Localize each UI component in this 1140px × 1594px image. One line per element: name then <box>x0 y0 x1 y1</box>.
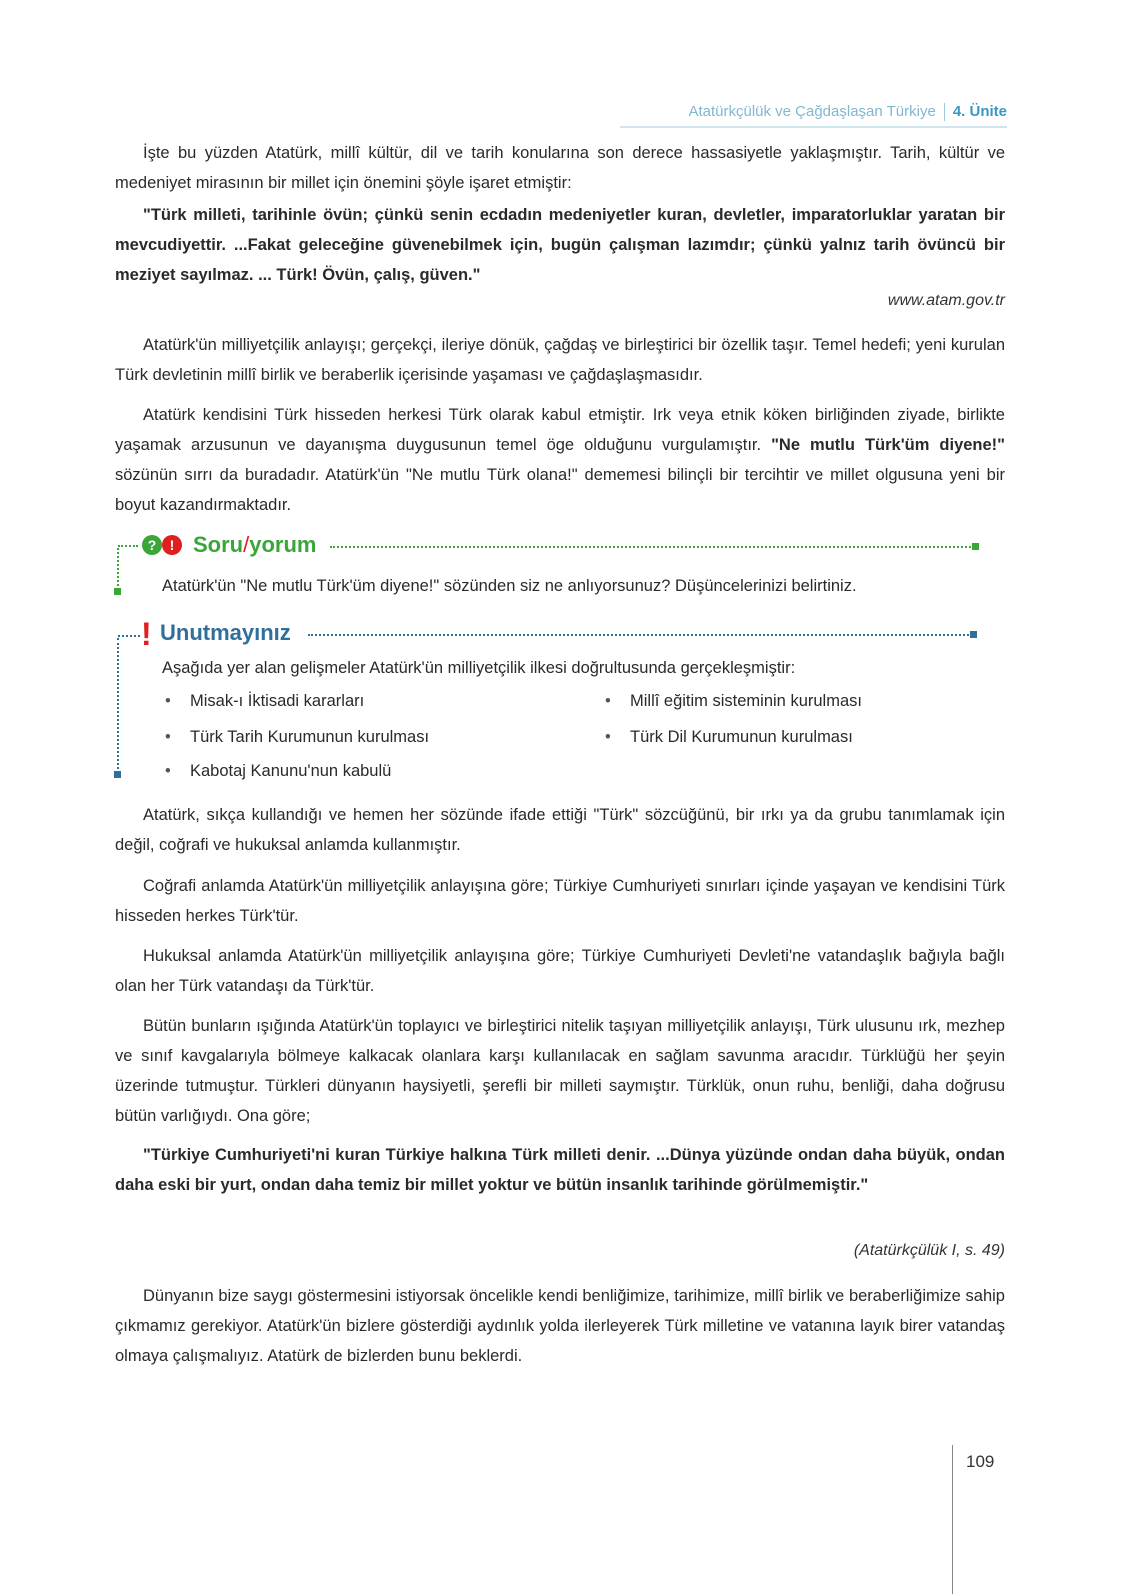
list-item: • Türk Tarih Kurumunun kurulması <box>190 728 429 747</box>
list-item: • Kabotaj Kanunu'nun kabulü <box>190 762 391 781</box>
divider <box>308 634 973 636</box>
paragraph: Atatürk, sıkça kullandığı ve hemen her sözünde ifade ettiği "Türk" sözcüğünü, bir ırkı ya da grubu tanımlamak için değil, coğrafi ve hukuksal anlamda kullanmıştır. <box>115 806 1005 854</box>
list-item: • Türk Dil Kurumunun kurulması <box>630 728 853 747</box>
divider <box>114 771 121 778</box>
divider <box>118 545 138 547</box>
running-header <box>688 103 1007 121</box>
page-number: 109 <box>966 1452 995 1471</box>
divider <box>117 638 119 773</box>
header-rule <box>620 126 1007 128</box>
divider <box>330 546 975 548</box>
unit-label: 4. Ünite <box>952 103 1007 120</box>
divider <box>972 543 979 550</box>
svg-text:?: ? <box>147 537 157 553</box>
list-item: • Millî eğitim sisteminin kurulması <box>630 692 862 711</box>
paragraph: Atatürk'ün milliyetçilik anlayışı; gerçekçi, ileriye dönük, çağdaş ve birleştirici bir özellik taşır. Temel hedefi; yeni kurulan Türk devletinin millî birlik ve beraberlik içerisinde yaşaması ve çağdaşlaşmasıdır. <box>115 336 1005 384</box>
quote: "Türk milleti, tarihinle övün; çünkü senin ecdadın medeniyetler kuran, devletler, imparatorluklar yaratan bir mevcudiyettir. ...Fakat geleceğine güvenebilmek için, bugün çalışman lazımdır; çünkü yalnız tarih övüncü bir meziyet sayılmaz. ... Türk! Övün, çalış, güven." <box>115 206 1005 284</box>
divider <box>114 588 121 595</box>
paragraph: Bütün bunların ışığında Atatürk'ün toplayıcı ve birleştirici nitelik taşıyan milliyetçilik anlayışı, Türk ulusunu ırk, mezhep ve sınıf kavgalarıyla bölmeye kalkacak olanlara karşı kullanılacak en sağlam savunma aracıdır. Türklüğü her şeyin üzerinde tutmuştur. Türkleri dünyanın haysiyetli, şerefli bir milleti saymıştır. Türklük, onun ruhu, benliği, daha doğrusu bütün varlığıydı. Ona göre; <box>115 1017 1005 1125</box>
paragraph: Coğrafi anlamda Atatürk'ün milliyetçilik anlayışına göre; Türkiye Cumhuriyeti sınırları içinde yaşayan ve kendisini Türk hisseden herkes Türk'tür. <box>115 877 1005 925</box>
paragraph: Hukuksal anlamda Atatürk'ün milliyetçilik anlayışına göre; Türkiye Cumhuriyeti Devleti'ne vatandaşlık bağıyla bağlı olan her Türk vatandaşı da Türk'tür. <box>115 947 1005 995</box>
unutmayiniz-title: Unutmayınız <box>160 620 291 645</box>
paragraph: Atatürk kendisini Türk hisseden herkesi Türk olarak kabul etmiştir. Irk veya etnik köken birliğinden ziyade, birlikte yaşamak arzusunun ve dayanışma duygusunun temel öge olduğunu vurgulamıştır. "Ne mutlu Türk'üm diyene!" sözünün sırrı da buradadır. Atatürk'ün "Ne mutlu Türk olana!" dememesi bilinçli bir tercihtir ve millet olgusuna yeni bir boyut kazandırmaktadır. <box>115 406 1006 514</box>
divider <box>970 631 977 638</box>
quote-source: www.atam.gov.tr <box>887 292 1005 309</box>
list-item: • Misak-ı İktisadi kararları <box>190 692 364 711</box>
exclamation-icon: ! <box>141 616 152 652</box>
paragraph: İşte bu yüzden Atatürk, millî kültür, dil ve tarih konularına son derece hassasiyetle yaklaşmıştır. Tarih, kültür ve medeniyet mirasının bir millet için önemini şöyle işaret etmiştir: <box>115 144 1005 192</box>
soru-yorum-title: Soru/yorum <box>193 532 317 557</box>
divider <box>118 635 140 637</box>
reminder-intro: Aşağıda yer alan gelişmeler Atatürk'ün milliyetçilik ilkesi doğrultusunda gerçekleşmiştir: <box>162 659 796 677</box>
page-number-rule <box>952 1445 953 1594</box>
svg-text:!: ! <box>169 537 175 553</box>
question-text: Atatürk'ün "Ne mutlu Türk'üm diyene!" sözünden siz ne anlıyorsunuz? Düşüncelerinizi belirtiniz. <box>162 577 857 595</box>
paragraph: Dünyanın bize saygı göstermesini istiyorsak öncelikle kendi benliğimize, tarihimize, millî birlik ve beraberliğimize sahip çıkmamız gerekiyor. Atatürk'ün bizlere gösterdiği aydınlık yolda ilerleyerek Türk milletine ve vatanına layık birer vatandaş olmaya çalışmalıyız. Atatürk de bizlerden bunu beklerdi. <box>115 1287 1005 1365</box>
quote-source: (Atatürkçülük I, s. 49) <box>853 1242 1005 1259</box>
divider <box>117 548 119 590</box>
question-comment-icon <box>140 533 188 559</box>
quote: "Türkiye Cumhuriyeti'ni kuran Türkiye halkına Türk milleti denir. ...Dünya yüzünde ondan daha büyük, ondan daha eski bir yurt, ondan daha temiz bir millet yoktur ve bütün insanlık tarihinde görülmemiştir." <box>115 1146 1005 1194</box>
book-title: Atatürkçülük ve Çağdaşlaşan Türkiye <box>688 103 936 120</box>
